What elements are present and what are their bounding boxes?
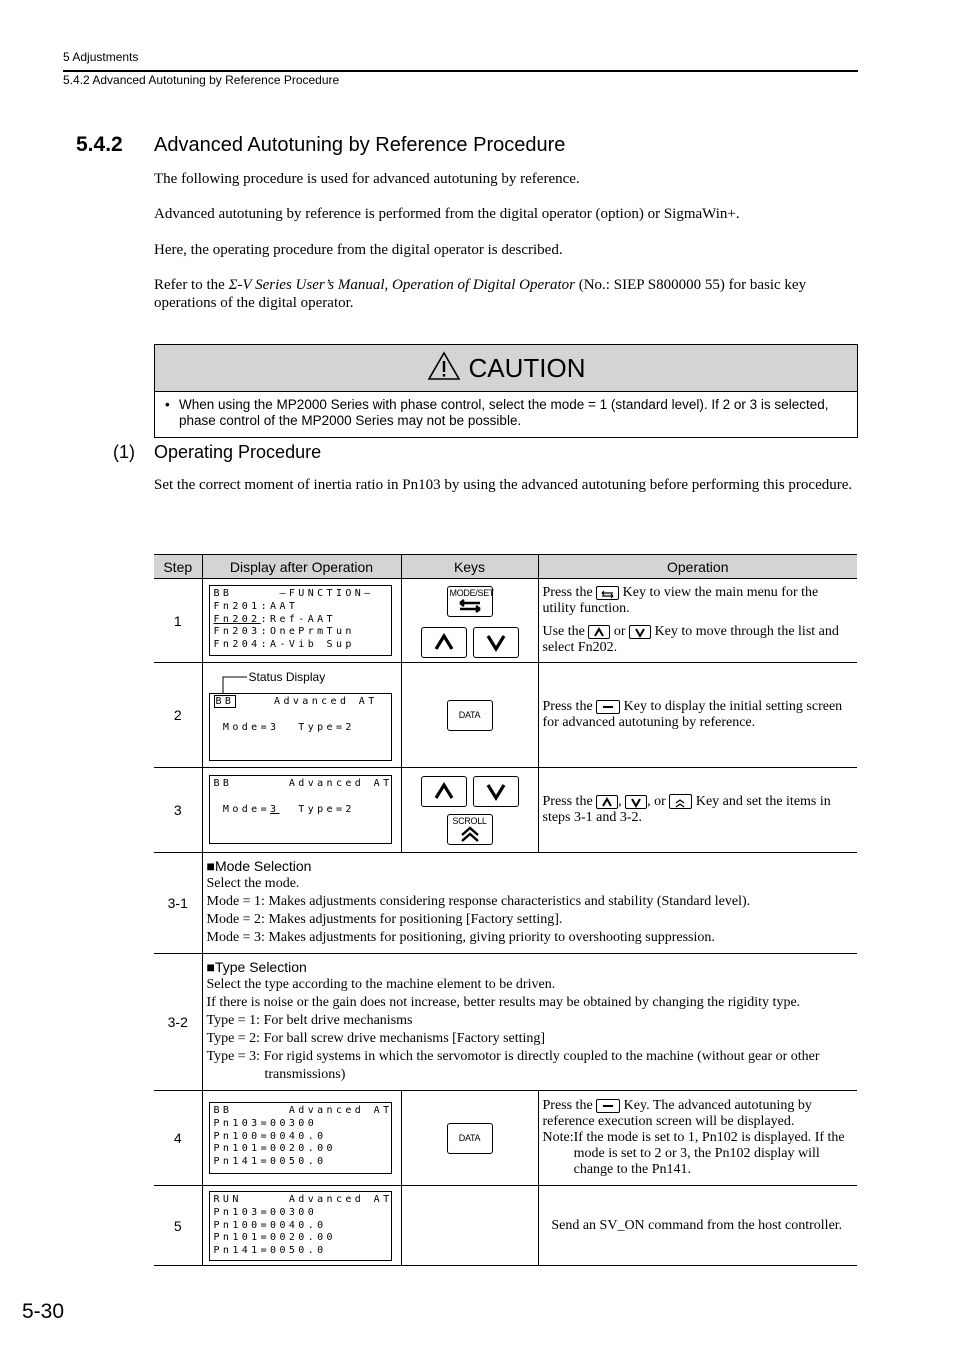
step-number: 5	[154, 1186, 202, 1266]
type-line-continuation: transmissions)	[264, 1067, 346, 1082]
lcd-display: BB Advanced AT Pn103=00300 Pn100=0040.0 Pn101=0020.00 Pn141=0050.0	[209, 1102, 392, 1174]
table-row	[154, 1186, 857, 1266]
caution-text: • When using the MP2000 Series with phase control, select the mode = 1 (standard level). If 2 or 3 is selected, phase control of the MP2000 Series may not be possible.	[165, 397, 829, 428]
table-row	[154, 853, 857, 954]
type-line: If there is noise or the gain does not increase, better results may be obtained by changing the rigidity type.	[206, 995, 801, 1010]
mode-line: Select the mode.	[206, 876, 300, 891]
up-key[interactable]	[421, 776, 467, 807]
intro-paragraph-3: Here, the operating procedure from the digital operator is described.	[154, 242, 563, 258]
operation-cell: Press the Key. The advanced autotuning by reference execution screen will be displayed. Note: If the mode is set to 1, Pn102 is displayed. If the mode is set to 2 or 3, the Pn102 display will change to the Pn141.	[538, 1091, 857, 1186]
operation-cell: Send an SV_ON command from the host controller.	[538, 1186, 857, 1266]
operation-cell: Press the Key to display the initial setting screen for advanced autotuning by reference.	[538, 663, 857, 768]
intro-paragraph-4: Refer to the Σ-V Series User’s Manual, Operation of Digital Operator (No.: SIEP S800000 55) for basic key operations of the digital operator.	[154, 277, 807, 311]
lcd-display: BB Advanced AT Mode=3 Type=2	[209, 693, 392, 761]
manual-reference: -V Series User’s Manual, Operation of Digital Operator	[237, 277, 575, 293]
mode-line: Mode = 1: Makes adjustments considering response characteristics and stability (Standard level).	[206, 894, 751, 909]
lcd-display: BB Advanced AT Mode=3 Type=2	[209, 775, 392, 844]
type-line: Type = 2: For ball screw drive mechanisms [Factory setting]	[206, 1031, 546, 1046]
data-key[interactable]: DATA	[447, 700, 493, 731]
keys-cell	[401, 663, 538, 768]
intro-paragraph-2: Advanced autotuning by reference is performed from the digital operator (option) or SigmaWin+.	[154, 206, 740, 222]
display-cell	[202, 1091, 401, 1186]
display-cell	[202, 1186, 401, 1266]
running-header-chapter: 5 Adjustments	[63, 50, 139, 64]
up-arrow-icon	[422, 777, 466, 806]
down-arrow-icon	[474, 628, 518, 657]
mode-set-key-icon	[596, 586, 619, 600]
subsection-number: (1)	[113, 442, 135, 462]
subsection-body: Set the correct moment of inertia ratio in Pn103 by using the advanced autotuning before performing this procedure.	[154, 477, 853, 493]
operation-cell: Press the , , or Key and set the items in steps 3-1 and 3-2.	[538, 768, 857, 853]
step-number: 3-2	[154, 954, 202, 1091]
status-display-box: BB	[215, 696, 235, 707]
status-display-label: Status Display	[248, 670, 326, 684]
down-key-icon	[625, 795, 647, 809]
caution-header	[155, 345, 857, 392]
display-cell	[202, 663, 401, 768]
header-operation: Operation	[538, 555, 857, 579]
table-row	[154, 579, 857, 663]
page-number: 5-30	[22, 1300, 65, 1323]
data-key[interactable]: DATA	[447, 1123, 493, 1154]
table-row	[154, 768, 857, 853]
scroll-key[interactable]: SCROLL	[447, 814, 493, 845]
table-row	[154, 663, 857, 768]
section-title: Advanced Autotuning by Reference Procedure	[154, 134, 566, 156]
type-selection-heading: ■Type Selection	[206, 959, 307, 975]
header-keys: Keys	[401, 555, 538, 579]
header-display: Display after Operation	[202, 555, 401, 579]
caution-box	[154, 344, 858, 438]
keys-cell	[401, 579, 538, 663]
data-key-icon	[596, 700, 620, 714]
type-line: Type = 3: For rigid systems in which the servomotor is directly coupled to the machine (without gear or other	[206, 1049, 820, 1064]
display-cell	[202, 579, 401, 663]
data-key-icon	[596, 1099, 620, 1113]
step-number: 4	[154, 1091, 202, 1186]
keys-cell	[401, 1091, 538, 1186]
caution-title: CAUTION	[468, 352, 586, 383]
down-key[interactable]	[473, 776, 519, 807]
type-line: Select the type according to the machine element to be driven.	[206, 977, 556, 992]
mode-selection-heading: ■Mode Selection	[206, 858, 312, 874]
down-key[interactable]	[473, 627, 519, 658]
header-rule	[63, 70, 858, 72]
up-arrow-icon	[422, 628, 466, 657]
up-key-icon	[588, 625, 610, 639]
keys-cell	[401, 768, 538, 853]
type-selection-cell	[202, 954, 857, 1091]
header-step: Step	[154, 555, 202, 579]
type-line: Type = 1: For belt drive mechanisms	[206, 1013, 413, 1028]
step-number: 3-1	[154, 853, 202, 954]
display-cell	[202, 768, 401, 853]
table-row	[154, 954, 857, 1091]
intro-paragraph-1: The following procedure is used for advanced autotuning by reference.	[154, 171, 580, 187]
step-number: 1	[154, 579, 202, 663]
subsection-title: Operating Procedure	[154, 442, 322, 462]
down-arrow-icon	[474, 777, 518, 806]
procedure-table	[154, 554, 857, 1266]
table-row	[154, 1091, 857, 1186]
scroll-key-icon	[669, 794, 692, 809]
table-header-row	[154, 555, 857, 579]
step-number: 2	[154, 663, 202, 768]
warning-triangle-icon	[427, 351, 461, 386]
lcd-display: BB —FUNCTION— Fn201:AAT Fn202:Ref-AAT Fn203:OnePrmTun Fn204:A-Vib Sup	[209, 585, 392, 656]
down-key-icon	[629, 625, 651, 639]
mode-selection-cell	[202, 853, 857, 954]
mode-line: Mode = 2: Makes adjustments for positioning [Factory setting].	[206, 912, 563, 927]
mode-set-key[interactable]: MODE/SET	[447, 586, 493, 617]
up-key[interactable]	[421, 627, 467, 658]
operation-cell: Press the Key to view the main menu for the utility function. Use the or Key to move through the list and select Fn202.	[538, 579, 857, 663]
lcd-display: RUN Advanced AT Pn103=00300 Pn100=0040.0 Pn101=0020.00 Pn141=0050.0	[209, 1191, 392, 1261]
section-number: 5.4.2	[76, 133, 123, 156]
step-number: 3	[154, 768, 202, 853]
mode-line: Mode = 3: Makes adjustments for positioning, giving priority to overshooting suppression.	[206, 930, 715, 945]
keys-cell	[401, 1186, 538, 1266]
sigma-symbol: Σ	[228, 277, 238, 293]
running-header-section: 5.4.2 Advanced Autotuning by Reference Procedure	[63, 73, 340, 87]
up-key-icon	[596, 795, 618, 809]
